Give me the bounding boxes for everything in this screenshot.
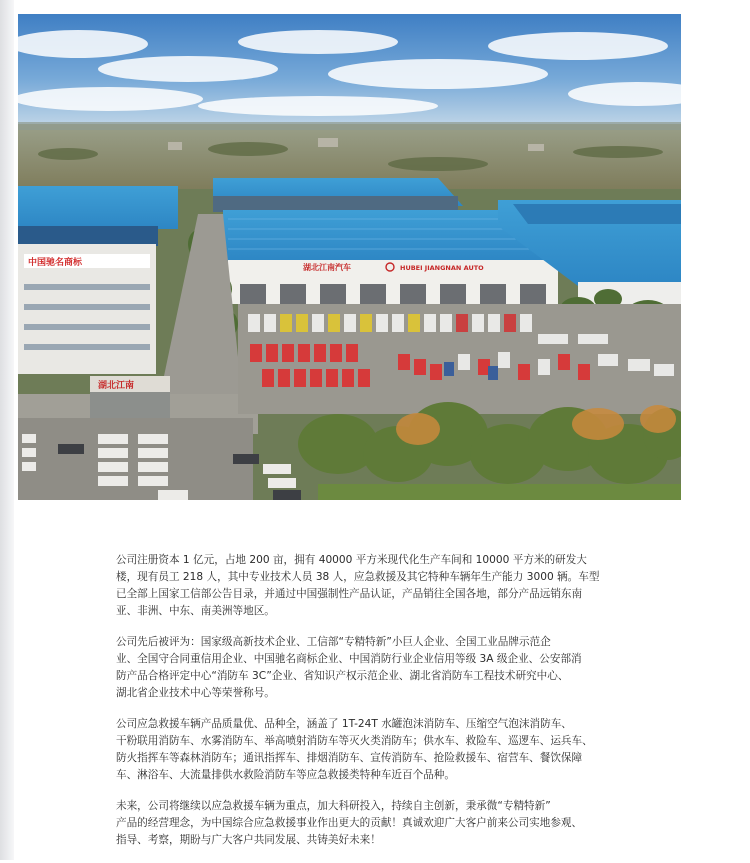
gate-sign: 湖北江南 [98,381,135,391]
products-paragraph [116,716,671,784]
text-line: 亚、非洲、中东、南美洲等地区。 [116,605,275,617]
text-line: 防火指挥车等森林消防车；通讯指挥车、排烟消防车、宣传消防车、抢险救援车、宿营车、餐饮保障 [116,752,583,764]
text-line: 业、全国守合同重信用企业、中国驰名商标企业、中国消防行业企业信用等级 3A 级企业、公安部消 [116,653,582,665]
company-intro-text [116,552,671,863]
text-line: 楼，现有员工 218 人，其中专业技术人员 38 人，应急救援及其它特种车辆年生产能力 3000 辆。车型 [116,571,600,583]
text-line: 已全部上国家工信部公告目录，并通过中国强制性产品认证，产品销往全国各地，部分产品远销东南 [116,588,583,600]
page-edge-shadow [0,0,14,860]
text-line: 干粉联用消防车、水雾消防车、举高喷射消防车等灭火类消防车；供水车、救险车、巡逻车、运兵车、 [116,735,593,747]
text-line: 公司应急救援车辆产品质量优、品种全，涵盖了 1T-24T 水罐泡沫消防车、压缩空气泡沫消防车、 [116,718,572,730]
text-line: 车、淋浴车、大流量排供水救险消防车等应急救援类特种车近百个品种。 [116,769,455,781]
text-line: 指导、考察，期盼与广大客户共同发展、共铸美好未来！ [116,834,381,846]
text-line: 未来，公司将继续以应急救援车辆为重点，加大科研投入，持续自主创新，秉承微“专精特新” [116,800,551,812]
building-sign-center: 湖北江南汽车 [303,263,351,272]
honors-paragraph [116,634,671,702]
text-line: 公司注册资本 1 亿元，占地 200 亩，拥有 40000 平方米现代化生产车间和 10000 平方米的研发大 [116,554,587,566]
future-paragraph [116,798,671,849]
factory-aerial-photo [18,14,681,500]
text-line: 防产品合格评定中心“消防车 3C”企业、省知识产权示范企业、湖北省消防车工程技术研究中心、 [116,670,569,682]
text-line: 产品的经营理念，为中国综合应急救援事业作出更大的贡献！真诚欢迎广大客户前来公司实地参观、 [116,817,583,829]
building-sign-left: 中国驰名商标 [28,258,83,268]
building-sign-latin: HUBEI JIANGNAN AUTO [400,264,484,272]
text-line: 湖北省企业技术中心等荣誉称号。 [116,687,275,699]
intro-paragraph [116,552,671,620]
text-line: 公司先后被评为：国家级高新技术企业、工信部“专精特新”小巨人企业、全国工业品牌示范企 [116,636,551,648]
